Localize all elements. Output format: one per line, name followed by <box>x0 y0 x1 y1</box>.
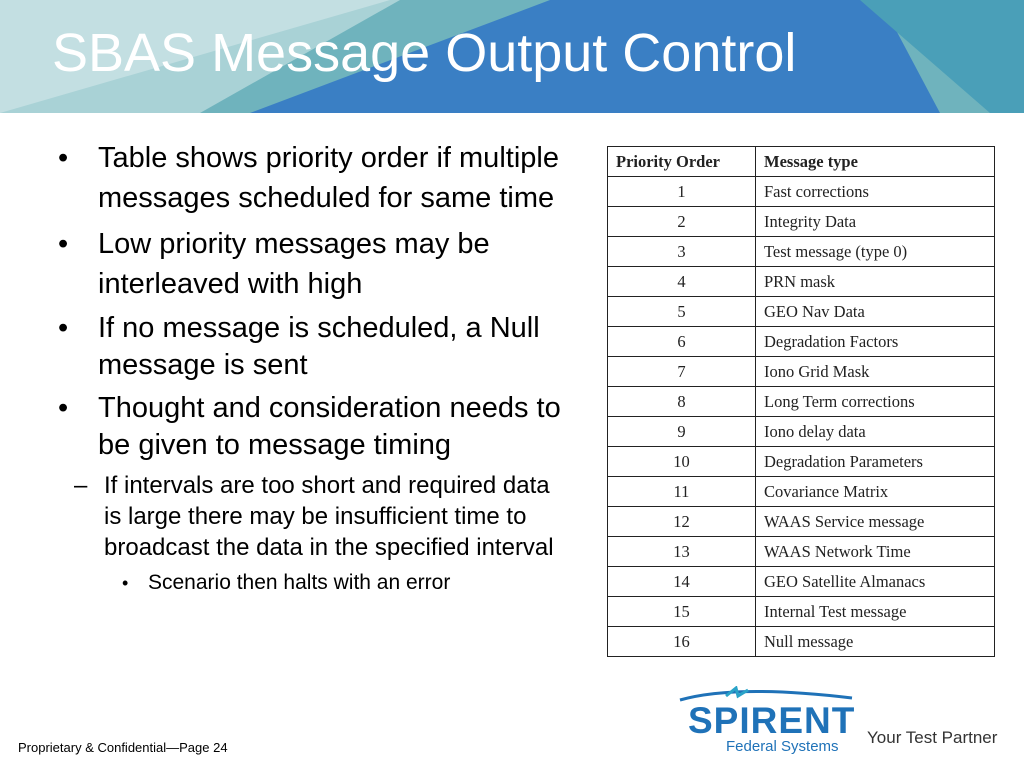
table-row <box>608 567 995 597</box>
message-type-cell: Internal Test message <box>756 597 995 627</box>
bullet-glyph: • <box>58 392 69 424</box>
table-header-row <box>608 147 995 177</box>
table-row <box>608 417 995 447</box>
table-row <box>608 237 995 267</box>
priority-cell: 9 <box>608 417 756 447</box>
priority-cell: 12 <box>608 507 756 537</box>
dash-glyph: – <box>74 472 88 499</box>
bullet-text: Thought and consideration needs to be given to message timing <box>98 392 561 461</box>
column-header-priority: Priority Order <box>608 147 756 177</box>
table-row <box>608 327 995 357</box>
bullet-item <box>58 310 568 384</box>
bullet-glyph: • <box>122 573 129 593</box>
message-type-cell: Long Term corrections <box>756 387 995 417</box>
sub-bullet-item <box>18 470 568 563</box>
message-type-cell: Integrity Data <box>756 207 995 237</box>
bullet-text: If no message is scheduled, a Null message is sent <box>98 312 540 381</box>
bullet-glyph: • <box>58 142 69 174</box>
bullet-item <box>58 390 568 464</box>
message-type-cell: WAAS Service message <box>756 507 995 537</box>
priority-cell: 10 <box>608 447 756 477</box>
message-type-cell: Iono Grid Mask <box>756 357 995 387</box>
table-row <box>608 297 995 327</box>
table-row <box>608 357 995 387</box>
sub-sub-bullet-text: Scenario then halts with an error <box>148 571 451 594</box>
bullet-item <box>58 224 568 304</box>
sub-bullet-text: If intervals are too short and required data is large there may be insufficient time to broadcast the data in the specified interval <box>104 472 554 561</box>
message-type-cell: Degradation Parameters <box>756 447 995 477</box>
bullet-glyph: • <box>58 228 69 260</box>
message-type-cell: Degradation Factors <box>756 327 995 357</box>
logo-sub-text: Federal Systems <box>726 738 839 755</box>
message-type-cell: PRN mask <box>756 267 995 297</box>
priority-table <box>607 146 995 657</box>
bullet-item <box>58 138 568 218</box>
message-type-cell: Iono delay data <box>756 417 995 447</box>
table-row <box>608 447 995 477</box>
priority-cell: 4 <box>608 267 756 297</box>
slide-title: SBAS Message Output Control <box>52 23 797 83</box>
priority-cell: 8 <box>608 387 756 417</box>
priority-cell: 11 <box>608 477 756 507</box>
column-header-message-type: Message type <box>756 147 995 177</box>
bullet-text: Table shows priority order if multiple messages scheduled for same time <box>98 142 559 214</box>
priority-cell: 2 <box>608 207 756 237</box>
table-row <box>608 207 995 237</box>
priority-cell: 3 <box>608 237 756 267</box>
priority-cell: 15 <box>608 597 756 627</box>
priority-cell: 7 <box>608 357 756 387</box>
table-row <box>608 507 995 537</box>
priority-cell: 6 <box>608 327 756 357</box>
priority-cell: 5 <box>608 297 756 327</box>
table-row <box>608 627 995 657</box>
table-row <box>608 177 995 207</box>
table-row <box>608 477 995 507</box>
message-type-cell: Null message <box>756 627 995 657</box>
priority-cell: 1 <box>608 177 756 207</box>
table-row <box>608 597 995 627</box>
priority-cell: 16 <box>608 627 756 657</box>
tagline: Your Test Partner <box>867 728 998 747</box>
table-row <box>608 537 995 567</box>
table-row <box>608 267 995 297</box>
logo-main-text: SPIRENT <box>688 700 856 741</box>
footer-text: Proprietary & Confidential—Page 24 <box>18 740 228 755</box>
table-row <box>608 387 995 417</box>
priority-cell: 14 <box>608 567 756 597</box>
title-banner <box>0 0 1024 113</box>
message-type-cell: Test message (type 0) <box>756 237 995 267</box>
bullet-list <box>58 138 568 597</box>
bullet-text: Low priority messages may be interleaved with high <box>98 228 490 300</box>
sub-sub-bullet-item <box>18 569 568 597</box>
bullet-glyph: • <box>58 312 69 344</box>
message-type-cell: GEO Satellite Almanacs <box>756 567 995 597</box>
priority-cell: 13 <box>608 537 756 567</box>
message-type-cell: Fast corrections <box>756 177 995 207</box>
message-type-cell: GEO Nav Data <box>756 297 995 327</box>
message-type-cell: Covariance Matrix <box>756 477 995 507</box>
message-type-cell: WAAS Network Time <box>756 537 995 567</box>
